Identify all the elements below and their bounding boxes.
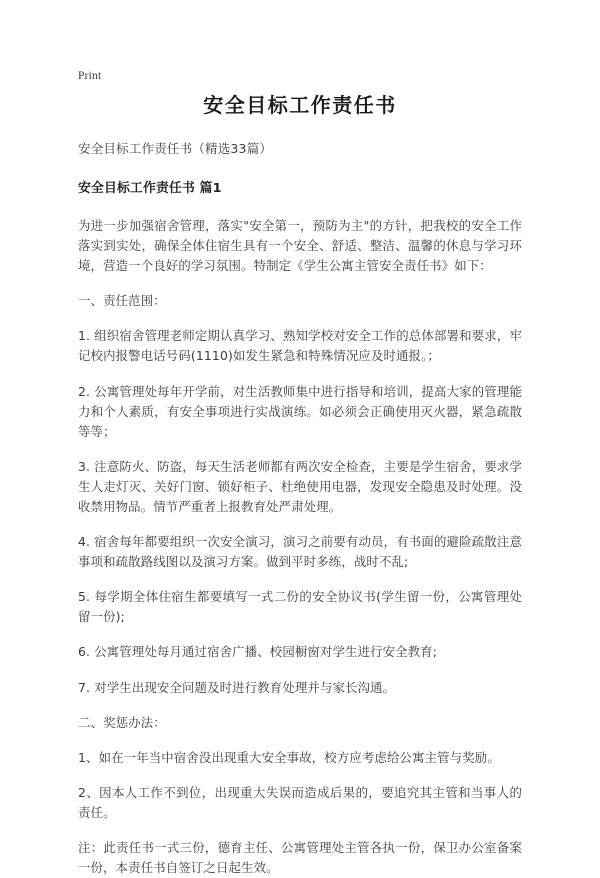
body-paragraph: 1、如在一年当中宿舍没出现重大安全事故，校方应考虑给公寓主管与奖励。 [78,749,500,765]
body-paragraph: 3. 注意防火、防盗，每天生活老师都有两次安全检查，主要是学生宿舍，要求学生人走灯灭、关好门窗、锁好柜子、杜绝使用电器，发现安全隐患及时处理。没收禁用物品。情节严重者上报教育处严肃处理。 [78,458,522,514]
body-paragraph: 4. 宿舍每年都要组织一次安全演习，演习之前要有动员，有书面的避险疏散注意事项和疏散路线图以及演习方案。做到平时多练，战时不乱; [78,534,522,570]
section-heading: 安全目标工作责任书 篇1 [78,180,222,196]
print-link[interactable]: Print [78,70,102,82]
document-content [78,92,522,878]
document-subtitle: 安全目标工作责任书（精选33篇） [78,141,273,156]
document-note: 注：此责任书一式三份，德育主任、公寓管理处主管各执一份，保卫办公室备案一份，本责任书自签订之日起生效。 [78,840,522,876]
body-paragraph: 2. 公寓管理处每年开学前，对生活教师集中进行指导和培训，提高大家的管理能力和个人素质，有安全事项进行实战演练。如必须会正确使用灭火器，紧急疏散等等； [78,383,522,439]
body-paragraph: 7. 对学生出现安全问题及时进行教育处理并与家长沟通。 [78,679,396,695]
page-title: 安全目标工作责任书 [203,93,397,117]
list-heading-responsibilities: 一、责任范围： [78,293,166,309]
body-paragraph: 1. 组织宿舍管理老师定期认真学习、熟知学校对安全工作的总体部署和要求，牢记校内报警电话号码(1110)如发生紧急和特殊情况应及时通报。； [78,328,522,364]
list-heading-rewards-penalties: 二、奖惩办法： [78,714,166,730]
body-paragraph: 为进一步加强宿舍管理，落实"安全第一，预防为主"的方针，把我校的安全工作落实到实处，确保全体住宿生具有一个安全、舒适、整洁、温馨的休息与学习环境，营造一个良好的学习氛围。特制定《学生公寓主管安全责任书》如下： [78,217,522,274]
print-toolbar [78,66,101,82]
body-paragraph: 5. 每学期全体住宿生都要填写一式二份的安全协议书(学生留一份，公寓管理处留一份); [78,589,522,625]
body-paragraph: 6. 公寓管理处每月通过宿舍广播、校园橱窗对学生进行安全教育; [78,644,438,660]
body-paragraph: 2、因本人工作不到位，出现重大失误而造成后果的，要追究其主管和当事人的责任。 [78,784,522,820]
